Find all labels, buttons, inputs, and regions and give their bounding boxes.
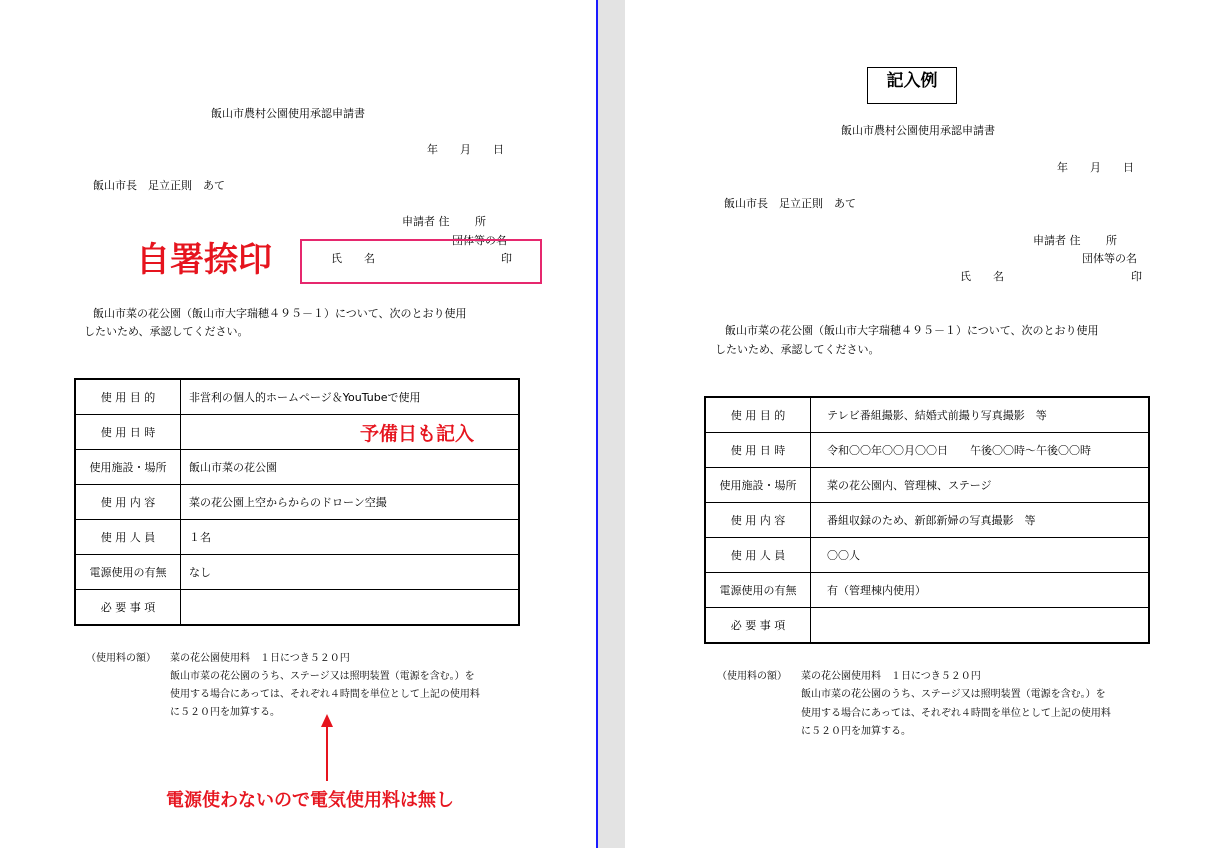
application-table (704, 396, 1150, 644)
row-label: 使 用 人 員 (75, 520, 181, 555)
row-value: 飯山市菜の花公園 (181, 450, 520, 485)
fee-line-1: 菜の花公園使用料 １日につき５２０円 (170, 653, 350, 664)
signature-annotation: 自署捺印 (136, 240, 272, 280)
row-value: １名 (181, 520, 520, 555)
fee-line-3: 使用する場合にあっては、それぞれ４時間を単位として上記の使用料 (170, 689, 480, 700)
row-label: 使 用 内 容 (75, 485, 181, 520)
applicant-group-label: 団体等の名 (452, 234, 507, 247)
table-row (75, 590, 519, 626)
table-row (705, 468, 1149, 503)
row-label: 電源使用の有無 (75, 555, 181, 590)
table-row (705, 538, 1149, 573)
row-value: 令和〇〇年〇〇月〇〇日 午後〇〇時～午後〇〇時 (811, 433, 1150, 468)
form-title: 飯山市農村公園使用承認申請書 (841, 124, 995, 137)
row-label: 使用施設・場所 (705, 468, 811, 503)
row-label: 使 用 日 時 (75, 415, 181, 450)
applicant-address-label: 申請者 住 所 (1033, 234, 1117, 247)
table-row (75, 520, 519, 555)
row-label: 電源使用の有無 (705, 573, 811, 608)
addressee: 飯山市長 足立正則 あて (724, 197, 856, 210)
fee-line-4: に５２０円を加算する。 (170, 707, 280, 718)
fee-line-2: 飯山市菜の花公園のうち、ステージ又は照明装置（電源を含む。）を (801, 689, 1106, 700)
row-label: 使 用 目 的 (75, 379, 181, 415)
table-row (705, 608, 1149, 644)
spare-day-annotation: 予備日も記入 (360, 423, 475, 445)
table-row (705, 397, 1149, 433)
row-value (811, 608, 1150, 644)
row-value: 非営利の個人的ホームページ＆YouTubeで使用 (181, 379, 520, 415)
applicant-address-label: 申請者 住 所 (402, 215, 486, 228)
seal-mark: 印 (501, 252, 512, 265)
row-value: なし (181, 555, 520, 590)
body-line-1: 飯山市菜の花公園（飯山市大字瑞穂４９５－１）について、次のとおり使用 (725, 324, 1099, 337)
table-row (705, 433, 1149, 468)
page-gutter (598, 0, 625, 848)
row-value: 菜の花公園上空からからのドローン空撮 (181, 485, 520, 520)
fee-label: （使用料の額） (86, 653, 156, 664)
row-value: テレビ番組撮影、結婚式前撮り写真撮影 等 (811, 397, 1150, 433)
addressee: 飯山市長 足立正則 あて (93, 179, 225, 192)
row-value (181, 590, 520, 626)
row-value: 有（管理棟内使用） (811, 573, 1150, 608)
row-label: 使 用 内 容 (705, 503, 811, 538)
table-row (75, 485, 519, 520)
table-row (75, 450, 519, 485)
row-label: 必 要 事 項 (75, 590, 181, 626)
red-arrow-up-icon (320, 713, 334, 783)
row-label: 使 用 日 時 (705, 433, 811, 468)
fee-line-3: 使用する場合にあっては、それぞれ４時間を単位として上記の使用料 (801, 708, 1111, 719)
right-page (625, 0, 1225, 848)
row-label: 使 用 人 員 (705, 538, 811, 573)
fee-line-4: に５２０円を加算する。 (801, 726, 911, 737)
row-value: 〇〇人 (811, 538, 1150, 573)
applicant-name-label: 氏 名 (960, 270, 1004, 283)
fee-label: （使用料の額） (717, 671, 787, 682)
left-page (0, 0, 598, 848)
fee-line-1: 菜の花公園使用料 １日につき５２０円 (801, 671, 981, 682)
body-line-2: したいため、承認してください。 (715, 343, 880, 356)
applicant-group-label: 団体等の名 (1082, 252, 1137, 265)
no-power-annotation: 電源使わないので電気使用料は無し (166, 790, 454, 811)
seal-mark: 印 (1131, 270, 1142, 283)
row-label: 使用施設・場所 (75, 450, 181, 485)
body-line-2: したいため、承認してください。 (84, 325, 249, 338)
row-value: 菜の花公園内、管理棟、ステージ (811, 468, 1150, 503)
row-label: 必 要 事 項 (705, 608, 811, 644)
application-table (74, 378, 520, 626)
example-label: 記入例 (867, 67, 957, 104)
table-row (75, 555, 519, 590)
row-value: 番組収録のため、新郎新婦の写真撮影 等 (811, 503, 1150, 538)
table-row (705, 503, 1149, 538)
table-row (75, 379, 519, 415)
fee-line-2: 飯山市菜の花公園のうち、ステージ又は照明装置（電源を含む。）を (170, 671, 475, 682)
applicant-name-label: 氏 名 (331, 252, 375, 265)
row-label: 使 用 目 的 (705, 397, 811, 433)
table-row (705, 573, 1149, 608)
date-line: 年 月 日 (1057, 161, 1134, 174)
date-line: 年 月 日 (427, 143, 504, 156)
form-title: 飯山市農村公園使用承認申請書 (211, 107, 365, 120)
body-line-1: 飯山市菜の花公園（飯山市大字瑞穂４９５－１）について、次のとおり使用 (93, 307, 467, 320)
